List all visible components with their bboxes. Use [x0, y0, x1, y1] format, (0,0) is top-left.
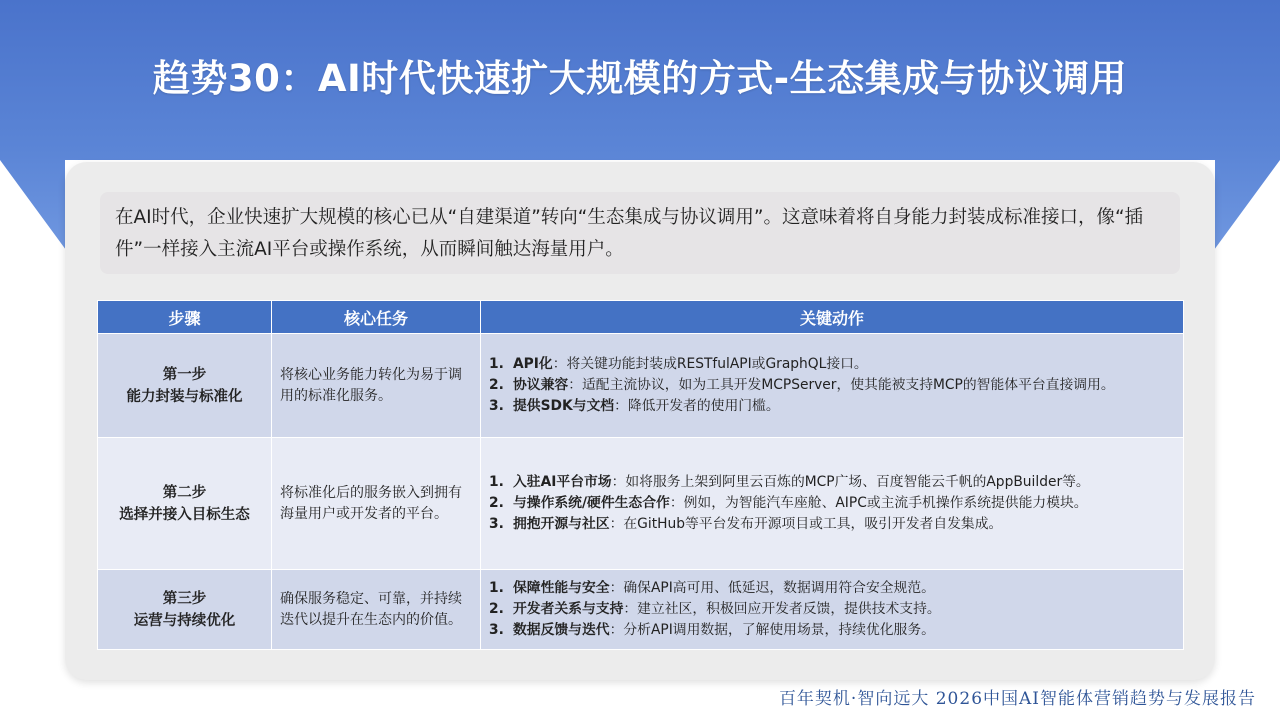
- footer-caption: 百年契机·智向远大 2026中国AI智能体营销趋势与发展报告: [778, 689, 1256, 709]
- action-text: ：确保API高可用、低延迟，数据调用符合安全规范。: [609, 580, 935, 596]
- step-name: 能力封装与标准化: [126, 388, 243, 405]
- action-label: API化: [513, 356, 553, 372]
- action-number: 1.: [489, 474, 504, 490]
- action-label: 提供SDK与文档: [513, 398, 615, 414]
- task-cell: 将核心业务能力转化为易于调用的标准化服务。: [272, 334, 481, 438]
- table-row: [98, 438, 1184, 570]
- action-number: 3.: [489, 516, 504, 532]
- action-item: [489, 396, 1175, 417]
- step-name: 选择并接入目标生态: [119, 506, 250, 523]
- actions-cell: [481, 334, 1184, 438]
- step-number: 第三步: [162, 590, 207, 607]
- action-number: 1.: [489, 356, 504, 372]
- action-item: [489, 472, 1175, 493]
- action-label: 开发者关系与支持: [513, 601, 624, 617]
- header-actions: 关键动作: [481, 301, 1184, 334]
- step-number: 第二步: [162, 484, 207, 501]
- action-text: ：适配主流协议，如为工具开发MCPServer，使其能被支持MCP的智能体平台直接调用。: [568, 377, 1115, 393]
- page-title: 趋势30：AI时代快速扩大规模的方式-生态集成与协议调用: [152, 57, 1128, 100]
- action-item: [489, 514, 1175, 535]
- action-text: ：建立社区，积极回应开发者反馈，提供技术支持。: [623, 601, 941, 617]
- action-label: 入驻AI平台市场: [513, 474, 612, 490]
- action-text: ：例如，为智能汽车座舱、AIPC或主流手机操作系统提供能力模块。: [669, 495, 1088, 511]
- action-item: [489, 599, 1175, 620]
- table-row: [98, 334, 1184, 438]
- action-text: ：在GitHub等平台发布开源项目或工具，吸引开发者自发集成。: [609, 516, 1003, 532]
- action-text: ：降低开发者的使用门槛。: [614, 398, 780, 414]
- intro-paragraph: 在AI时代，企业快速扩大规模的核心已从“自建渠道”转向“生态集成与协议调用”。这意味着将自身能力封装成标准接口，像“插件”一样接入主流AI平台或操作系统，从而瞬间触达海量用户。: [100, 192, 1180, 274]
- action-number: 2.: [489, 495, 504, 511]
- header-step: 步骤: [98, 301, 272, 334]
- action-item: [489, 354, 1175, 375]
- action-number: 3.: [489, 622, 504, 638]
- step-cell: [98, 334, 272, 438]
- step-cell: [98, 438, 272, 570]
- action-label: 保障性能与安全: [513, 580, 610, 596]
- action-number: 1.: [489, 580, 504, 596]
- action-text: ：如将服务上架到阿里云百炼的MCP广场、百度智能云千帆的AppBuilder等。: [611, 474, 1090, 490]
- actions-cell: [481, 570, 1184, 650]
- action-label: 协议兼容: [513, 377, 569, 393]
- action-text: ：将关键功能封装成RESTfulAPI或GraphQL接口。: [552, 356, 868, 372]
- action-text: ：分析API调用数据，了解使用场景，持续优化服务。: [609, 622, 935, 638]
- header-task: 核心任务: [272, 301, 481, 334]
- table-row: [98, 570, 1184, 650]
- action-item: [489, 620, 1175, 641]
- action-label: 数据反馈与迭代: [513, 622, 610, 638]
- action-number: 2.: [489, 377, 504, 393]
- action-number: 2.: [489, 601, 504, 617]
- action-label: 拥抱开源与社区: [513, 516, 610, 532]
- step-cell: [98, 570, 272, 650]
- step-name: 运营与持续优化: [133, 612, 236, 629]
- action-item: [489, 578, 1175, 599]
- actions-cell: [481, 438, 1184, 570]
- step-number: 第一步: [162, 366, 207, 383]
- task-cell: 确保服务稳定、可靠，并持续迭代以提升在生态内的价值。: [272, 570, 481, 650]
- table-header-row: [98, 301, 1184, 334]
- action-item: [489, 493, 1175, 514]
- action-item: [489, 375, 1175, 396]
- task-cell: 将标准化后的服务嵌入到拥有海量用户或开发者的平台。: [272, 438, 481, 570]
- action-label: 与操作系统/硬件生态合作: [513, 495, 670, 511]
- action-number: 3.: [489, 398, 504, 414]
- steps-table: [97, 300, 1184, 650]
